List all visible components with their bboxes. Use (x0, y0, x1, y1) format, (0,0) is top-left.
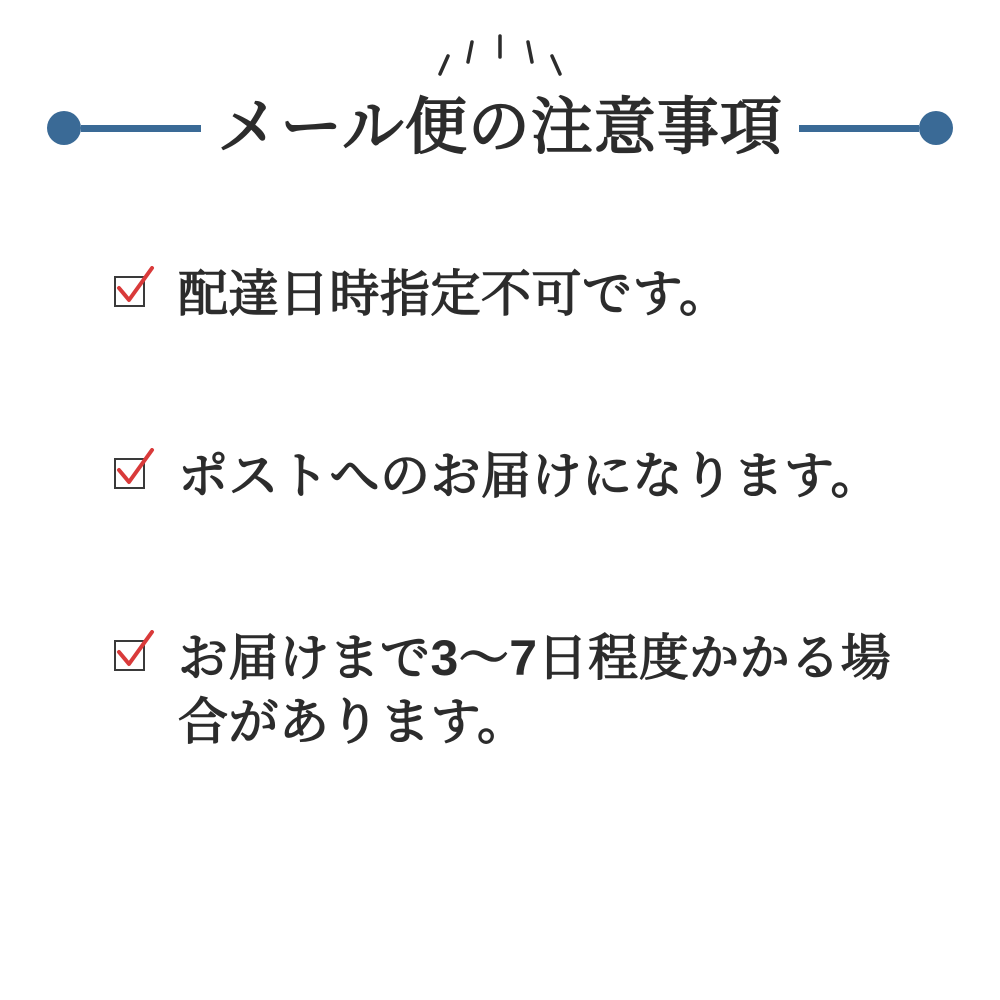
sparkle-lines-icon (430, 26, 570, 78)
notes-list (112, 262, 932, 754)
list-item (112, 626, 932, 754)
note-text: 配達日時指定不可です。 (178, 266, 730, 322)
right-dot-icon (919, 111, 953, 145)
note-text: ポストへのお届けになります。 (178, 448, 881, 504)
title-row (0, 78, 1000, 178)
note-text: お届けまで3〜7日程度かかる場合があります。 (178, 630, 892, 750)
page-title: メール便の注意事項 (217, 93, 783, 162)
header (0, 18, 1000, 178)
list-item (112, 444, 932, 508)
right-rule (799, 125, 919, 132)
left-dot-icon (47, 111, 81, 145)
checkbox-checked-icon (112, 636, 152, 676)
left-rule (81, 125, 201, 132)
list-item (112, 262, 932, 326)
checkbox-checked-icon (112, 272, 152, 312)
checkbox-checked-icon (112, 454, 152, 494)
